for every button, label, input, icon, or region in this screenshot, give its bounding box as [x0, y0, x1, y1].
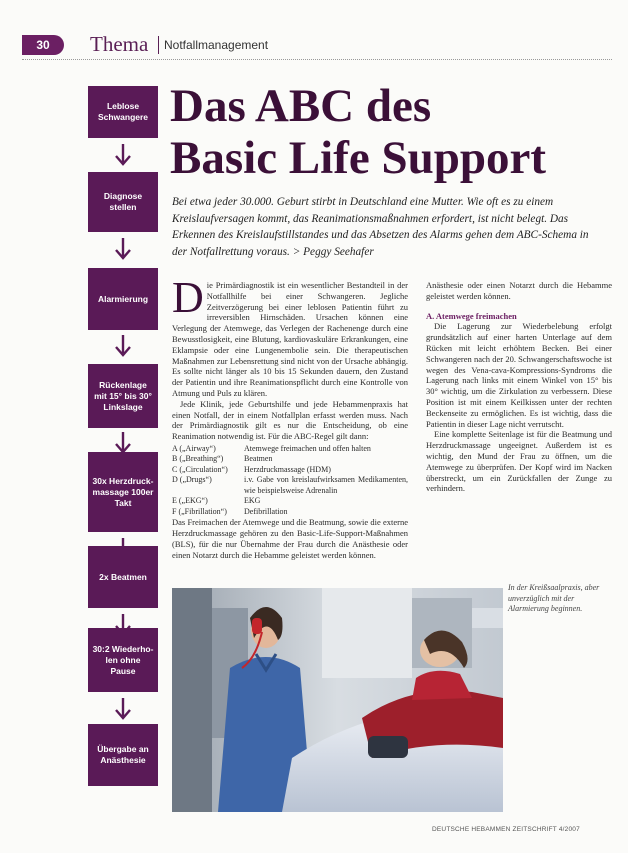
abc-row [172, 496, 408, 507]
body-paragraph: Das Freimachen der Atemwege und die Beatmung, sowie die externe Herzdruckmassage gehören zu den Basic-Life-Support-Maßnahmen (BLS), für die nur Übernahme der Frau durch die Anästhesie oder einen Notarzt durch die Hebamme geleistet werden können. [172, 517, 408, 560]
title-line: Basic Life Support [170, 132, 547, 184]
body-paragraph: Jede Klinik, jede Geburtshilfe und jede Hebammenpraxis hat einen Notfall, der in einem Notfallplan erfasst werden muss. Nach der Primärdiagnostik gilt es nur die Entscheidung, ob eine Reanimation notwendig ist. Für die ABC-Regel gilt dann: [172, 398, 408, 442]
section-subhead: A. Atemwege freimachen [426, 310, 517, 321]
article-intro: Bei etwa jeder 30.000. Geburt stirbt in Deutschland eine Mutter. Wie oft es zu einem Kreislaufversagen kommt, das Reanimationsmaßnahmen erfordert, ist nicht belegt. Das Erkennen des Kreislaufstillstandes und das Absetzen des Alarms gehen dem ABC-Schema in der Notfallrettung voraus. > Peggy Seehafer [172, 196, 589, 258]
flow-step: Diagnose stellen [88, 172, 158, 232]
drop-cap: D [172, 273, 204, 322]
abc-row [172, 465, 408, 476]
abc-key: D („Drugs“) [172, 475, 212, 485]
abc-value: i.v. Gabe von kreislaufwirksamen Medikamenten, wie beispielsweise Adrenalin [244, 475, 408, 495]
abc-value: EKG [244, 496, 261, 506]
abc-row [172, 444, 408, 455]
abc-row [172, 454, 408, 465]
abc-key: F („Fibrillation“) [172, 506, 227, 516]
paragraph-text: ie Primärdiagnostik ist ein wesentlicher Bestandteil in der Notfallhilfe bei einer Schwangeren. Jegliche Zeitverzögerung bei einer leblosen Patientin führt zu irreversiblen Hirnschäden. Ursachen können eine Verlegung der Atemwege, das Verlegen der Rachenenge durch eine Bewusstlosigkeit, eine Blutung, kardiovaskuläre Erkrankungen, eine Eklampsie oder eine Lungenembolie sein. Die therapeutischen Maßnahmen zur Lebensrettung sind nicht von der Ursache abhängig. Es sollte nicht länger als 10 bis 15 Sekunden dauern, den Zustand der Patientin und ihre Reanimationspflicht durch eine Kontrolle von Atmung und Puls zu klären. [172, 280, 408, 398]
flow-step: 30:2 Wiederho-len ohne Pause [88, 628, 158, 692]
header-divider [158, 36, 159, 54]
title-line: Das ABC des [170, 80, 432, 132]
body-paragraph: Anästhesie oder einen Notarzt durch die Hebamme geleistet werden können. [426, 280, 612, 301]
photo-caption: In der Kreißsaalpraxis, aber unverzüglich mit der Alarmierung beginnen. [508, 583, 600, 613]
abc-value: Defibrillation [244, 506, 288, 516]
body-column-left [172, 273, 408, 561]
down-arrow-icon [114, 432, 132, 454]
body-column-right [426, 280, 612, 494]
abc-key: C („Circulation“) [172, 464, 228, 474]
article-photo [172, 588, 503, 812]
article-title [170, 80, 610, 184]
abc-key: B („Breathing“) [172, 454, 224, 464]
page-number: 30 [22, 35, 64, 55]
page-footer: DEUTSCHE HEBAMMEN ZEITSCHRIFT 4/2007 [432, 826, 580, 833]
down-arrow-icon [114, 144, 132, 166]
flow-step: Leblose Schwangere [88, 86, 158, 138]
flow-step: Alarmierung [88, 268, 158, 330]
abc-table [172, 444, 408, 518]
body-paragraph: Eine komplette Seitenlage ist für die Beatmung und Herzdruckmassage ungeeignet. Außerdem ist es wichtig, den Mund der Frau zu öffnen, um die Atemwege zu überprüfen. Der Kopf wird im Nacken überstreckt, um ein Zurückfallen der Zunge zu verhindern. [426, 429, 612, 494]
rubric-label: Notfallmanagement [164, 38, 269, 52]
abc-key: A („Airway“) [172, 443, 216, 453]
flow-step: 2x Beatmen [88, 546, 158, 608]
section-title: Thema [90, 32, 149, 56]
abc-row [172, 507, 408, 518]
down-arrow-icon [114, 335, 132, 357]
header-rule [22, 59, 612, 60]
body-paragraph: Die Lagerung zur Wiederbelebung erfolgt grundsätzlich auf einer harten Unterlage auf dem Rücken mit leicht erhöhtem Becken. Bei einer Schwangeren nach der 20. Schwangerschaftswoche ist wegen des Vena-cava-Kompressions-Syndroms die Lagerung nach links mit einem Winkel von 15° bis 30° wichtig, um die Zirkulation zu verbessern. Diese Position ist mit einem Keilkissen unter der rechten Beckenseite zu ermöglichen. Es ist wichtig, dass die Patientin in dieser Lage nicht verrutscht. [426, 321, 612, 429]
abc-value: Beatmen [244, 454, 273, 464]
photo-illustration [172, 588, 503, 812]
flow-step: Rückenlage mit 15° bis 30° Linkslage [88, 364, 158, 428]
abc-key: E („EKG“) [172, 496, 208, 506]
flow-step: 30x Herzdruck-massage 100er Takt [88, 452, 158, 532]
abc-value: Atemwege freimachen und offen halten [244, 443, 371, 453]
page-header [0, 30, 628, 60]
abc-row [172, 475, 408, 496]
down-arrow-icon [114, 698, 132, 720]
down-arrow-icon [114, 238, 132, 260]
flow-step: Übergabe an Anästhesie [88, 724, 158, 786]
body-paragraph [172, 273, 408, 399]
abc-value: Herzdruckmassage (HDM) [244, 464, 331, 474]
